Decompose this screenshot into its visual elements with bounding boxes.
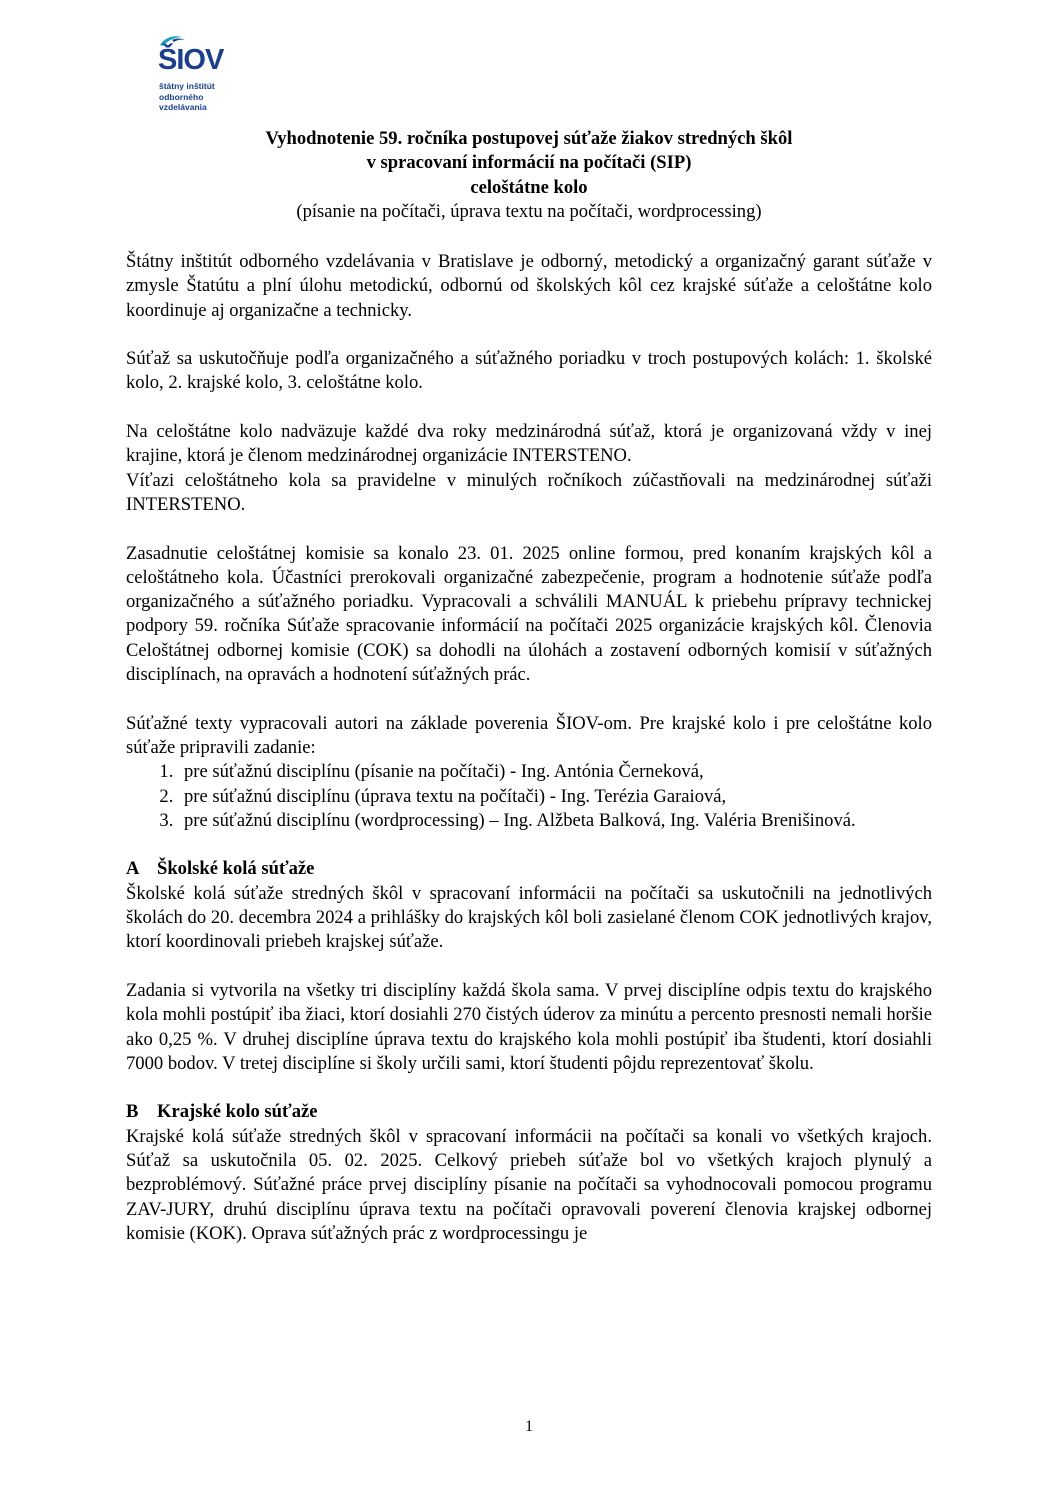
title-line: celoštátne kolo	[470, 176, 588, 198]
logo-subtitle-line: štátny inštitút	[159, 81, 215, 91]
section-letter: A	[126, 858, 140, 880]
list-item: 3. pre súťažnú disciplínu (wordprocessing) – Ing. Alžbeta Balková, Ing. Valéria Brenišinová.	[178, 809, 932, 833]
section-title: Krajské kolo súťaže	[157, 1101, 318, 1123]
authors-list	[126, 760, 932, 833]
title-line: v spracovaní informácií na počítači (SIP)	[366, 152, 692, 174]
paragraph: Víťazi celoštátneho kola sa pravidelne v minulých ročníkoch zúčastňovali na medzinárodnej súťaži INTERSTENO.	[126, 469, 932, 515]
document-body	[126, 250, 932, 1246]
section-title: Školské kolá súťaže	[157, 858, 315, 880]
section-heading-b	[126, 1100, 932, 1124]
paragraph: Súťažné texty vypracovali autori na základe poverenia ŠIOV-om. Pre krajské kolo i pre celoštátne kolo súťaže pripravili zadanie:	[126, 712, 932, 758]
logo-subtitle-line: vzdelávania	[159, 102, 207, 112]
document-title	[126, 127, 932, 224]
logo-wordmark: ŠIOV	[158, 44, 224, 76]
paragraph: Školské kolá súťaže stredných škôl v spracovaní informácii na počítači sa uskutočnili na jednotlivých školách do 20. decembra 2024 a prihlášky do krajských kôl boli zasielané členom COK jednotlivých krajov, ktorí koordinovali priebeh krajskej súťaže.	[126, 882, 932, 953]
logo-subtitle	[159, 81, 215, 113]
page-number: 1	[525, 1418, 533, 1435]
section-letter: B	[126, 1101, 139, 1123]
logo-subtitle-line: odborného	[159, 91, 204, 102]
paragraph: Zadania si vytvorila na všetky tri disciplíny každá škola sama. V prvej disciplíne odpis textu do krajského kola mohli postúpiť iba žiaci, ktorí dosiahli 270 čistých úderov za minútu a percento presnosti nemali horšie ako 0,25 %. V druhej disciplíne úprava textu do krajského kola mohli postúpiť iba študenti, ktorí dosiahli 7000 bodov. V tretej disciplíne si školy určili sami, ktorí študenti pôjdu reprezentovať školu.	[126, 979, 932, 1074]
paragraph: Na celoštátne kolo nadväzuje každé dva roky medzinárodná súťaž, ktorá je organizovaná vždy v inej krajine, ktorá je členom medzinárodnej organizácie INTERSTENO.	[126, 421, 932, 467]
title-line: Vyhodnotenie 59. ročníka postupovej súťaže žiakov stredných škôl	[265, 128, 793, 149]
siov-logo	[158, 34, 238, 116]
list-item: 2. pre súťažnú disciplínu (úprava textu na počítači) - Ing. Terézia Garaiová,	[178, 785, 932, 809]
list-item: 1. pre súťažnú disciplínu (písanie na počítači) - Ing. Antónia Černeková,	[178, 760, 932, 784]
paragraph: Štátny inštitút odborného vzdelávania v Bratislave je odborný, metodický a organizačný garant súťaže v zmysle Štatútu a plní úlohu metodickú, odbornú od školských kôl cez krajské súťaže a celoštátne kolo koordinuje aj organizačne a technicky.	[126, 251, 932, 321]
paragraph: Zasadnutie celoštátnej komisie sa konalo 23. 01. 2025 online formou, pred konaním krajských kôl a celoštátneho kola. Účastníci prerokovali organizačné zabezpečenie, program a hodnotenie súťaže podľa organizačného a súťažného poriadku. Vypracovali a schválili MANUÁL k priebehu prípravy technickej podpory 59. ročníka Súťaže spracovanie informácií na počítači 2025 organizácie krajských kôl. Členovia Celoštátnej odbornej komisie (COK) sa dohodli na úlohách a zostavení odborných komisií v súťažných disciplínach, na opravách a hodnotení súťažných prác.	[126, 542, 932, 686]
paragraph: Súťaž sa uskutočňuje podľa organizačného a súťažného poriadku v troch postupových kolách: 1. školské kolo, 2. krajské kolo, 3. celoštátne kolo.	[126, 348, 932, 394]
paragraph: Krajské kolá súťaže stredných škôl v spracovaní informácii na počítači sa konali vo všetkých krajoch. Súťaž sa uskutočnila 05. 02. 2025. Celkový priebeh súťaže bol vo všetkých krajoch plynulý a bezproblémový. Súťažné práce prvej disciplíny písanie na počítači sa vyhodnocovali pomocou programu ZAV-JURY, druhú disciplínu úprava textu na počítači opravovali poverení členovia krajskej odbornej komisie (KOK). Oprava súťažných prác z wordprocessingu je	[126, 1125, 932, 1244]
title-subtitle: (písanie na počítači, úprava textu na počítači, wordprocessing)	[296, 200, 762, 222]
section-heading-a	[126, 857, 932, 881]
